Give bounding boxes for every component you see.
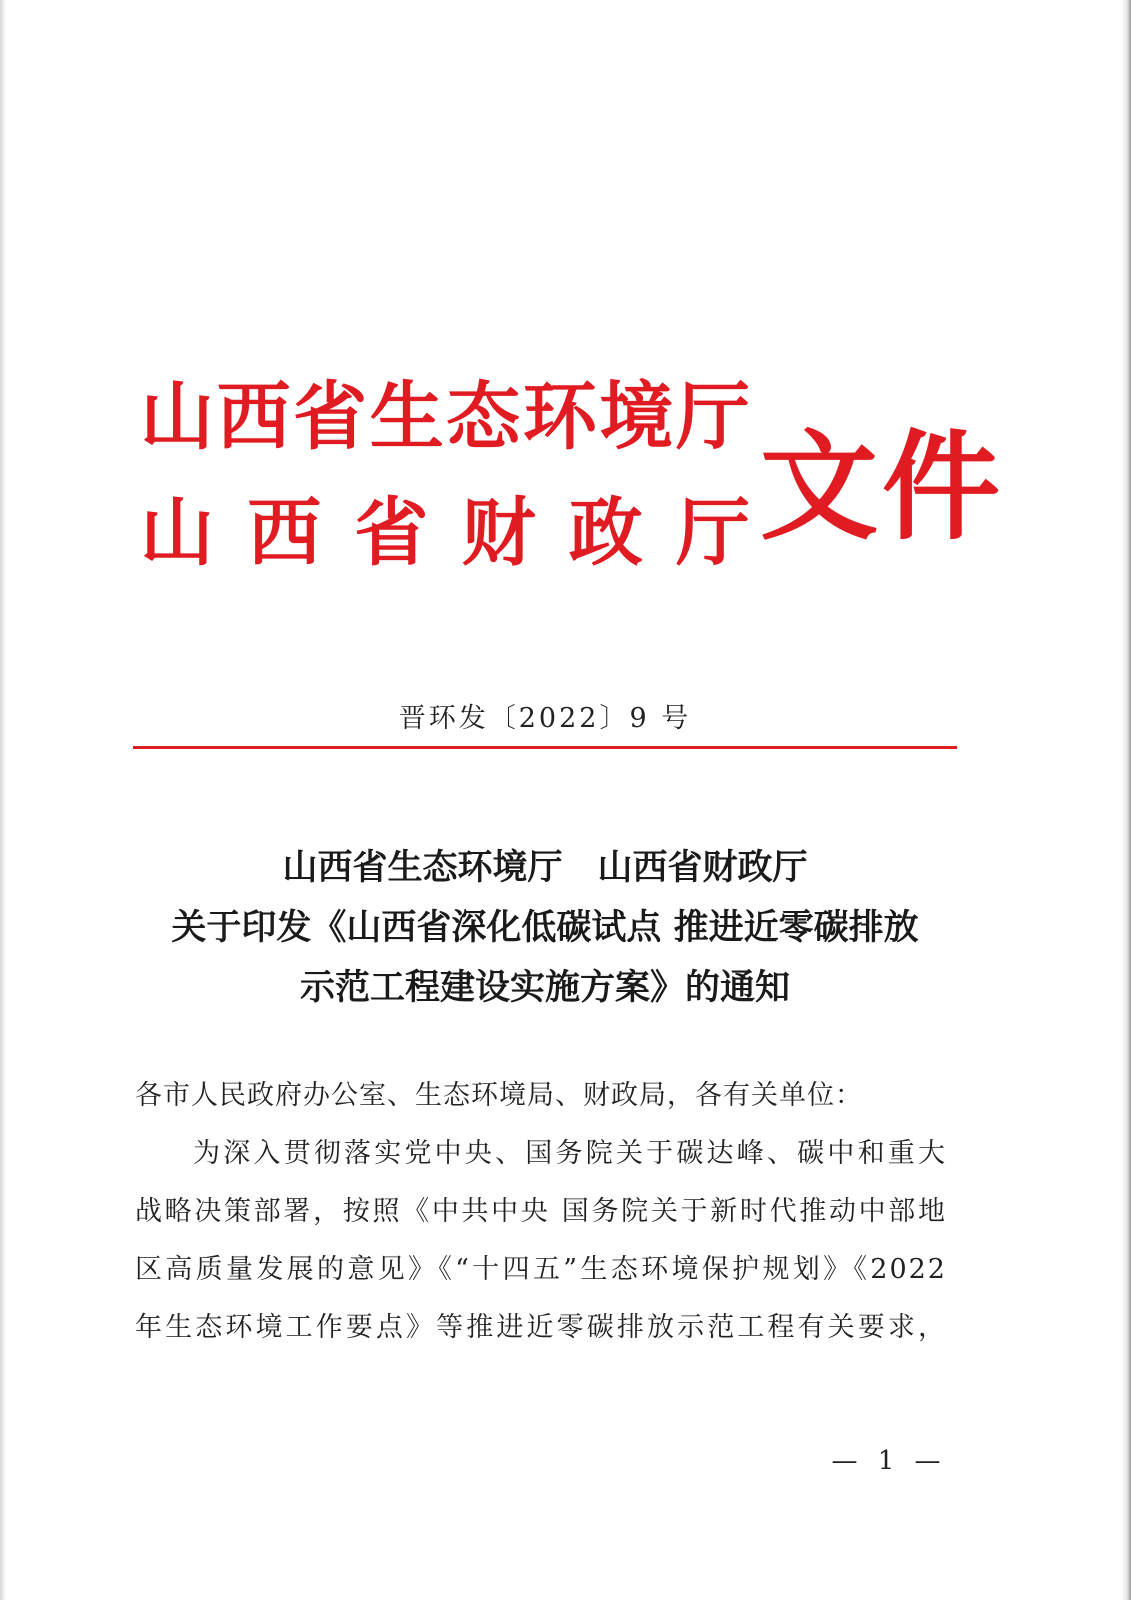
scan-edge-right: [1121, 0, 1131, 1600]
paragraph-line: 年生态环境工作要点》等推进近零碳排放示范工程有关要求，: [135, 1312, 947, 1343]
paragraph-line: 区高质量发展的意见》《“十四五”生态环境保护规划》《2022: [135, 1254, 947, 1285]
title-line-2: 关于印发《山西省深化低碳试点 推进近零碳排放: [171, 908, 919, 948]
issuer-line-environment: 山 西 省 生 态 环 境 厅: [140, 374, 750, 460]
document-number: 晋环发〔2022〕9 号: [398, 703, 692, 734]
scan-edge-left: [0, 0, 6, 1600]
document-word: 文件: [760, 417, 1005, 556]
page-number: — 1 —: [831, 1446, 947, 1476]
title-line-3: 示范工程建设实施方案》的通知: [299, 968, 790, 1008]
issuer-line-finance: 山 西 省 财 政 厅: [140, 490, 750, 576]
paragraph-line: 为深入贯彻落实党中央、国务院关于碳达峰、碳中和重大: [193, 1138, 947, 1169]
red-separator-line: [133, 746, 957, 749]
red-header: [140, 372, 1005, 592]
paragraph-line: 战略决策部署，按照《中共中央 国务院关于新时代推动中部地: [135, 1196, 947, 1227]
title-line-1: 山西省生态环境厅 山西省财政厅: [282, 848, 808, 888]
addressee-line: 各市人民政府办公室、生态环境局、财政局，各有关单位：: [135, 1080, 863, 1111]
